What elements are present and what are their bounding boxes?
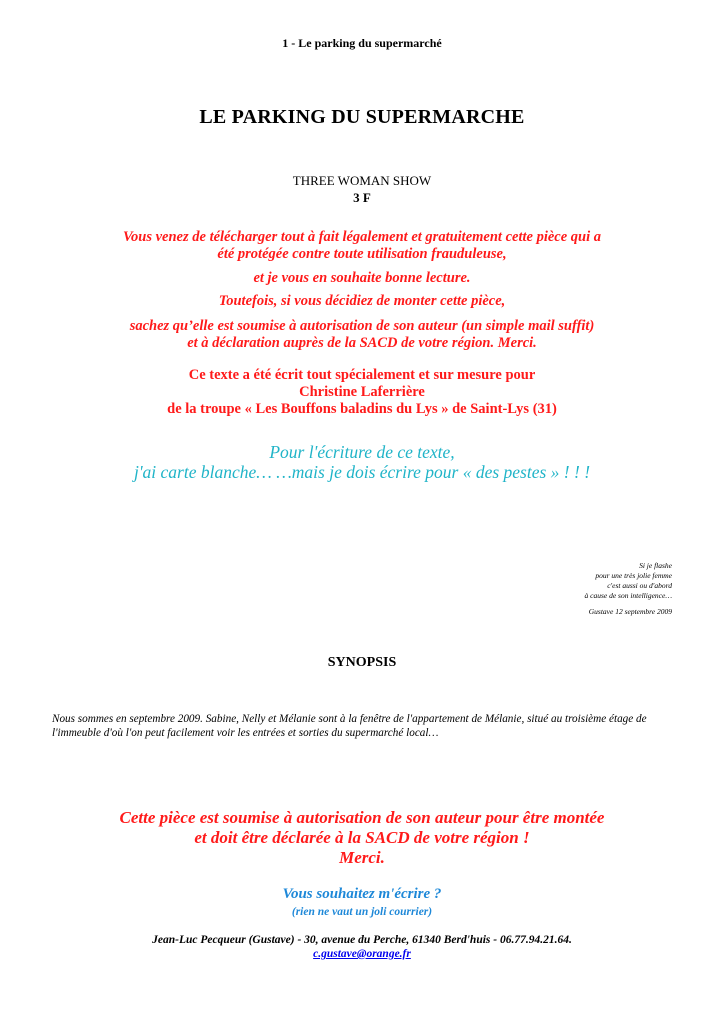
author-contact: Jean-Luc Pecqueur (Gustave) - 30, avenue du Perche, 61340 Berd'huis - 06.77.94.21.64. [152,934,572,946]
synopsis-heading: SYNOPSIS [327,655,397,670]
staging-notice: Toutefois, si vous décidiez de monter cette pièce, [218,293,506,309]
final-notice-line: et doit être déclarée à la SACD de votre région ! [194,828,530,847]
carte-line: Pour l'écriture de ce texte, [269,442,455,462]
dedication-line: de la troupe « Les Bouffons baladins du Lys » de Saint-Lys (31) [167,401,557,417]
carte-line: j'ai carte blanche… …mais je dois écrire pour « des pestes » ! ! ! [133,462,591,482]
poem-signature: Gustave 12 septembre 2009 [588,607,672,616]
reading-wish: et je vous en souhaite bonne lecture. [253,270,471,286]
poem-line: c'est aussi ou d'abord [607,581,672,590]
author-poem [585,561,672,617]
play-title: LE PARKING DU SUPERMARCHE [199,106,525,128]
notice-line: Vous venez de télécharger tout à fait légalement et gratuitement cette pièce qui a [122,229,602,245]
cast-count: 3 F [353,190,371,205]
download-notice [0,229,724,263]
notice-line: sachez qu’elle est soumise à autorisation de son auteur (un simple mail suffit) [129,318,595,334]
carte-blanche-note [0,442,724,482]
play-subtitle: THREE WOMAN SHOW [292,173,432,188]
synopsis-text: Nous sommes en septembre 2009. Sabine, Nelly et Mélanie sont à la fenêtre de l'appartement de Mélanie, situé au troisième étage de l'immeuble d'où l'on peut facilement voir les entrées et sorties du supermarché local… [52,713,647,739]
authorization-notice [0,318,724,352]
write-prompt: Vous souhaitez m'écrire ? [282,886,442,902]
email-link[interactable]: c.gustave@orange.fr [313,948,411,960]
final-notice [0,808,724,868]
final-notice-line: Cette pièce est soumise à autorisation de son auteur pour être montée [119,808,605,827]
dedication-line: Christine Laferrière [299,384,425,400]
dedication [0,367,724,418]
dedication-line: Ce texte a été écrit tout spécialement et sur mesure pour [188,367,536,383]
poem-line: Si je flashe [639,561,672,570]
page-header: 1 - Le parking du supermarché [282,36,442,50]
notice-line: été protégée contre toute utilisation frauduleuse, [217,246,507,262]
write-subtext: (rien ne vaut un joli courrier) [291,906,433,918]
poem-line: pour une très jolie femme [595,571,672,580]
final-notice-line: Merci. [339,848,385,867]
poem-line: à cause de son intelligence… [584,591,672,600]
notice-line: et à déclaration auprès de la SACD de votre région. Merci. [187,335,537,351]
email-line [0,948,724,960]
